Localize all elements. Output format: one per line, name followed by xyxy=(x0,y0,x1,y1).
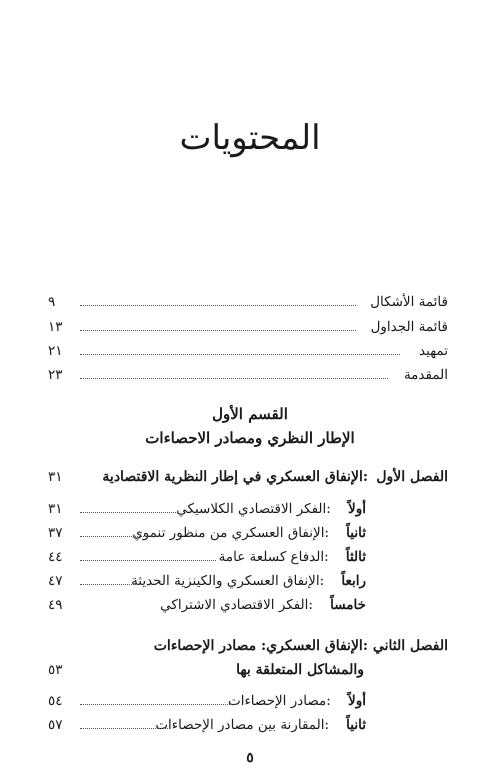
section-page: ٤٧ xyxy=(48,570,67,592)
section-ordinal: رابعاً xyxy=(341,573,366,589)
leader-dots xyxy=(80,560,216,561)
leader-dots xyxy=(80,704,236,705)
chapter-1-page: ٣١ xyxy=(48,469,63,485)
section-page: ٤٤ xyxy=(48,546,67,568)
section-ordinal: أولاً xyxy=(348,693,366,709)
chapter-2-page: ٥٣ xyxy=(48,662,63,678)
section-ordinal: ثانياً xyxy=(346,525,366,541)
section-title: :مصادر الإحصاءات xyxy=(227,693,331,709)
toc-entry-label: المقدمة xyxy=(400,364,448,386)
toc-entry-label: قائمة الأشكال xyxy=(366,291,448,313)
toc-entry-tables[interactable] xyxy=(48,316,448,338)
toc-section[interactable] xyxy=(48,498,366,520)
chapter-2-title-line-1[interactable]: :الإنفاق العسكري: مصادر الإحصاءات xyxy=(153,638,368,654)
section-title: :الإنفاق العسكري والكينزية الحديثة xyxy=(131,573,325,589)
leader-dots xyxy=(80,512,176,513)
section-page: ٣٧ xyxy=(48,522,67,544)
section-page: ٥٧ xyxy=(48,714,67,736)
leader-dots xyxy=(80,536,148,537)
leader-dots xyxy=(80,378,388,379)
leader-dots xyxy=(80,584,144,585)
toc-entry-page: ٩ xyxy=(48,291,59,313)
section-ordinal: ثالثاً xyxy=(345,549,366,565)
section-page: ٤٩ xyxy=(48,594,67,616)
toc-section[interactable] xyxy=(48,714,366,736)
toc-section[interactable] xyxy=(48,594,366,616)
leader-dots xyxy=(80,305,356,306)
chapter-1-title[interactable]: :الإنفاق العسكري في إطار النظرية الاقتصادية xyxy=(102,469,368,485)
toc-entry-page: ١٣ xyxy=(48,316,67,338)
toc-section[interactable] xyxy=(48,522,366,544)
chapter-2-label: الفصل الثاني xyxy=(372,638,448,654)
page-number: ٥ xyxy=(246,750,254,766)
section-ordinal: أولاً xyxy=(348,501,366,517)
section-page: ٣١ xyxy=(48,498,67,520)
section-title: :الإنفاق العسكري من منظور تنموي xyxy=(132,525,329,541)
leader-dots xyxy=(80,354,400,355)
leader-dots xyxy=(80,330,356,331)
section-title: :الدفاع كسلعة عامة xyxy=(218,549,329,565)
toc-entry-page: ٢١ xyxy=(48,340,67,362)
section-ordinal: ثانياً xyxy=(346,717,366,733)
toc-entry-label: قائمة الجداول xyxy=(367,316,448,338)
toc-entry-preface[interactable] xyxy=(48,340,448,362)
chapter-2-title-line-2[interactable]: والمشاكل المتعلقة بها xyxy=(236,662,364,678)
toc-entry-label: تمهيد xyxy=(415,340,448,362)
section-title: :الفكر الاقتصادي الكلاسيكي xyxy=(176,501,331,517)
page-title: المحتويات xyxy=(179,118,321,158)
toc-section[interactable] xyxy=(48,690,366,712)
section-title: :المقارنة بين مصادر الإحصاءات xyxy=(155,717,329,733)
leader-dots xyxy=(80,728,168,729)
chapter-1-label: الفصل الأول xyxy=(376,469,448,485)
toc-section[interactable] xyxy=(48,546,366,568)
part-title: الإطار النظري ومصادر الاحصاءات xyxy=(145,429,355,447)
toc-entry-figures[interactable] xyxy=(48,291,448,313)
part-label: القسم الأول xyxy=(212,405,288,423)
section-page: ٥٤ xyxy=(48,690,67,712)
section-ordinal: خامساً xyxy=(330,597,366,613)
toc-entry-page: ٢٣ xyxy=(48,364,67,386)
section-title: :الفكر الاقتصادي الاشتراكي xyxy=(160,597,313,613)
toc-entry-introduction[interactable] xyxy=(48,364,448,386)
toc-section[interactable] xyxy=(48,570,366,592)
